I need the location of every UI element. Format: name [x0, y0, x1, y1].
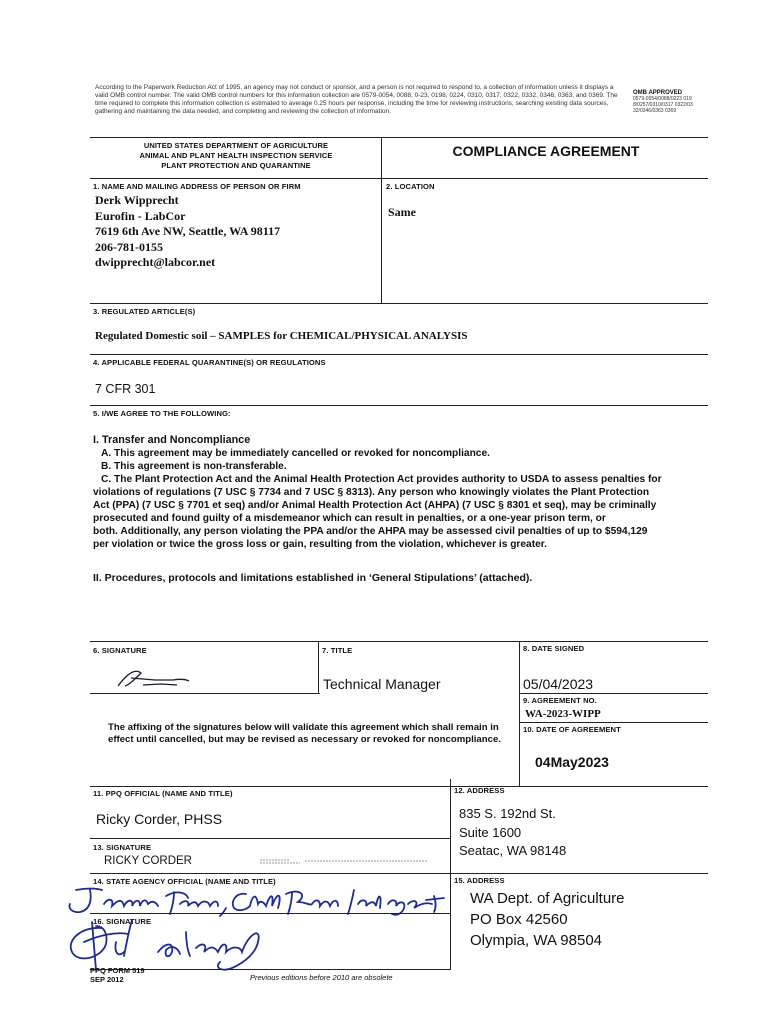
form-number: PPQ FORM 519: [90, 966, 145, 975]
date-of-agreement-value: 04May2023: [535, 754, 609, 770]
state-address: [470, 888, 625, 951]
agency-line-1: UNITED STATES DEPARTMENT OF AGRICULTURE: [143, 141, 329, 150]
section7-label: 7. TITLE: [322, 646, 353, 655]
section14-label: 14. STATE AGENCY OFFICIAL (NAME AND TITLE): [93, 877, 276, 886]
state-po-box: PO Box 42560: [470, 911, 568, 928]
ppq-street: 835 S. 192nd St.: [459, 806, 556, 821]
section13-label: 13. SIGNATURE: [93, 843, 152, 852]
section10-label: 10. DATE OF AGREEMENT: [523, 725, 621, 734]
omb-numbers: 0579-0054/0088/0223 0198/0257/0310/0317 0322/0332/0346/0363 0369: [633, 96, 693, 114]
section11-label: 11. PPQ OFFICIAL (NAME AND TITLE): [93, 789, 233, 798]
section15-label: 15. ADDRESS: [454, 876, 505, 885]
phone-number: 206-781-0155: [95, 239, 163, 254]
section2-label: 2. LOCATION: [386, 182, 435, 191]
ppq-official-value: Ricky Corder, PHSS: [96, 811, 223, 827]
person-address: [95, 193, 280, 271]
email-address: dwipprecht@labcor.net: [95, 255, 216, 269]
omb-box: [633, 90, 695, 114]
term-c-line1: C. The Plant Protection Act and the Animal Health Protection Act provides authority to USDA to assess penalties for: [101, 474, 662, 485]
agency-line-3: PLANT PROTECTION AND QUARANTINE: [161, 161, 311, 170]
section4-label: 4. APPLICABLE FEDERAL QUARANTINE(S) OR REGULATIONS: [93, 358, 326, 367]
street-address: 7619 6th Ave NW, Seattle, WA 98117: [95, 224, 281, 238]
section6-label: 6. SIGNATURE: [93, 646, 147, 655]
applicant-signature: [115, 664, 195, 692]
paperwork-notice: According to the Paperwork Reduction Act of 1995, an agency may not conduct or sponsor, and a person is not required to respond to, a collection of information unless it displays a valid OMB control number. The valid OMB control numbers for this information collection are 0579-0054, 0088, 0-23, 0198, 0224, 0310, 0317, 0322, 0332, 0346, 0363, and 0369. The time required to complete this information collection is estimated to average 0.25 hours per response, including the time for reviewing instructions, searching existing data sources, gathering and maintaining the data needed, and completing and reviewing the collection of information.: [95, 84, 618, 115]
ppq-city: Seatac, WA 98148: [459, 843, 567, 858]
section5-label: 5. I/WE AGREE TO THE FOLLOWING:: [93, 409, 231, 418]
section9-label: 9. AGREEMENT NO.: [523, 696, 597, 705]
state-city: Olympia, WA 98504: [470, 932, 603, 949]
affixing-note: [108, 722, 501, 746]
form-title: COMPLIANCE AGREEMENT: [452, 143, 640, 159]
digital-signature-mark: [260, 855, 430, 867]
term-c-line4: prosecuted and found guilty of a misdemeanor which can result in penalties, or a one-year prison term, or: [93, 513, 606, 524]
date-signed-value: 05/04/2023: [523, 676, 594, 692]
firm-name: Eurofin - LabCor: [95, 208, 186, 223]
agreement-terms: [93, 434, 705, 551]
ppq-address: [459, 805, 566, 861]
state-agency-name: WA Dept. of Agriculture: [470, 890, 625, 907]
section16-label: 16. SIGNATURE: [93, 917, 152, 926]
agency-block: [92, 141, 380, 171]
term-c-line2: violations of regulations (7 USC § 7734 and 7 USC § 8313). Any person who knowingly violates the Plant Protection: [93, 487, 650, 498]
person-name: Derk Wipprecht: [95, 193, 179, 207]
transfer-heading: I. Transfer and Noncompliance: [93, 434, 251, 446]
ppq-signature-name: RICKY CORDER: [104, 855, 192, 867]
regulations-value: 7 CFR 301: [95, 382, 156, 396]
procedures-heading: II. Procedures, protocols and limitations established in ‘General Stipulations’ (attached).: [93, 572, 533, 584]
section8-label: 8. DATE SIGNED: [523, 644, 585, 653]
editions-note: Previous editions before 2010 are obsolete: [250, 973, 393, 982]
agency-line-2: ANIMAL AND PLANT HEALTH INSPECTION SERVICE: [139, 151, 333, 160]
term-b: B. This agreement is non-transferable.: [101, 461, 287, 472]
ppq-suite: Suite 1600: [459, 824, 522, 840]
section3-label: 3. REGULATED ARTICLE(S): [93, 307, 196, 316]
section12-label: 12. ADDRESS: [454, 786, 505, 795]
term-a: A. This agreement may be immediately cancelled or revoked for noncompliance.: [101, 448, 490, 459]
term-c-line3: Act (PPA) (7 USC § 7701 et seq) and/or Animal Health Protection Act (AHPA) (7 USC § 8301 et seq), may be criminally: [93, 500, 657, 511]
affixing-note-line1: The affixing of the signatures below will validate this agreement which shall remain in: [108, 722, 499, 733]
state-official-signature: [62, 912, 282, 974]
affixing-note-line2: effect until cancelled, but may be revised as necessary or revoked for noncompliance.: [108, 734, 501, 745]
agreement-number-value: WA-2023-WIPP: [525, 708, 601, 720]
form-number-block: [90, 966, 145, 984]
regulated-articles-value: Regulated Domestic soil – SAMPLES for CHEMICAL/PHYSICAL ANALYSIS: [95, 330, 468, 342]
title-value: Technical Manager: [323, 676, 441, 692]
form-date: SEP 2012: [90, 975, 124, 984]
omb-label: OMB APPROVED: [633, 90, 683, 96]
location-value: Same: [388, 205, 416, 219]
term-c-line6: per violation or twice the gross loss or gain, resulting from the violation, whichever is greater.: [93, 539, 548, 550]
section1-label: 1. NAME AND MAILING ADDRESS OF PERSON OR FIRM: [93, 182, 301, 191]
term-c-line5: both. Additionally, any person violating the PPA and/or the AHPA may be assessed civil penalties of up to $594,129: [93, 526, 648, 537]
